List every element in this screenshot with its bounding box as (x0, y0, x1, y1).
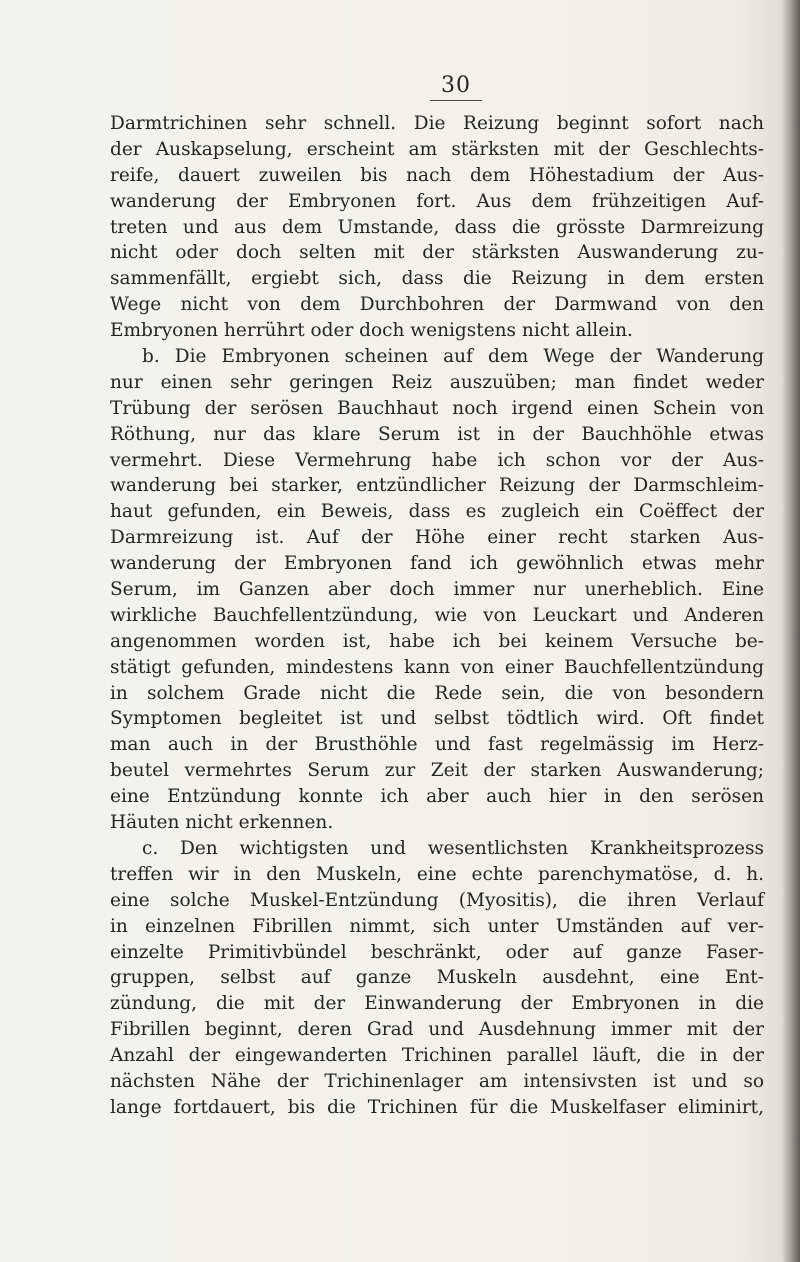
page-number: 30 (441, 73, 471, 98)
text-line: Anzahl der eingewanderten Trichinen parallel läuft, die in der (110, 1045, 764, 1067)
text-line: Darmtrichinen sehr schnell. Die Reizung beginnt sofort nach (110, 113, 764, 134)
text-line: gruppen, selbst auf ganze Muskeln ausdehnt, eine Ent- (110, 967, 764, 989)
text-line: nächsten Nähe der Trichinenlager am intensivsten ist und so (110, 1070, 764, 1092)
paragraph-b-start: b. Die Embryonen scheinen auf dem Wege der Wanderung (142, 346, 764, 368)
text-line: zündung, die mit der Einwanderung der Embryonen in die (110, 993, 764, 1015)
text-line: beutel vermehrtes Serum zur Zeit der starken Auswanderung; (110, 760, 764, 782)
text-line: Symptomen begleitet ist und selbst tödtlich wird. Oft findet (110, 708, 764, 730)
text-line: wanderung der Embryonen fort. Aus dem frühzeitigen Auf- (110, 190, 764, 212)
text-line: nur einen sehr geringen Reiz auszuüben; man findet weder (110, 371, 764, 393)
text-line: in einzelnen Fibrillen nimmt, sich unter Umständen auf ver- (110, 915, 764, 937)
text-line: nicht oder doch selten mit der stärksten Auswanderung zu- (110, 242, 764, 264)
text-line: Röthung, nur das klare Serum ist in der Bauchhöhle etwas (110, 423, 764, 445)
text-line: angenommen worden ist, habe ich bei keinem Versuche be- (110, 630, 764, 652)
text-line: stätigt gefunden, mindestens kann von einer Bauchfellentzündung (110, 656, 764, 678)
text-line: Darmreizung ist. Auf der Höhe einer recht starken Aus- (110, 527, 764, 549)
text-line: Embryonen herrührt oder doch wenigstens nicht allein. (110, 320, 633, 342)
text-line: man auch in der Brusthöhle und fast regelmässig im Herz- (110, 734, 764, 756)
text-line: wanderung der Embryonen fand ich gewöhnlich etwas mehr (110, 553, 764, 575)
text-line: Fibrillen beginnt, deren Grad und Ausdehnung immer mit der (110, 1019, 764, 1041)
text-line: einzelte Primitivbündel beschränkt, oder auf ganze Faser- (110, 941, 764, 963)
text-line: eine Entzündung konnte ich aber auch hier in den serösen (110, 786, 764, 808)
text-line: eine solche Muskel-Entzündung (Myositis), die ihren Verlauf (110, 889, 764, 911)
text-line: haut gefunden, ein Beweis, dass es zugleich ein Coëffect der (110, 501, 764, 523)
text-line: Serum, im Ganzen aber doch immer nur unerheblich. Eine (110, 579, 764, 601)
text-line: lange fortdauert, bis die Trichinen für die Muskelfaser eliminirt, (110, 1096, 764, 1118)
page-edge-shadow (782, 0, 800, 1262)
text-line: vermehrt. Diese Vermehrung habe ich schon vor der Aus- (110, 449, 764, 471)
text-line: wanderung bei starker, entzündlicher Reizung der Darmschleim- (110, 475, 764, 497)
text-line: sammenfällt, ergiebt sich, dass die Reizung in dem ersten (110, 268, 764, 290)
text-line: der Auskapselung, erscheint am stärksten mit der Geschlechts- (110, 138, 764, 160)
page-number-rule (430, 100, 482, 101)
body-text (110, 111, 764, 1121)
text-line: treten und aus dem Umstande, dass die grösste Darmreizung (110, 216, 764, 238)
text-line: reife, dauert zuweilen bis nach dem Höhestadium der Aus- (110, 164, 764, 186)
text-line: wirkliche Bauchfellentzündung, wie von Leuckart und Anderen (110, 604, 764, 626)
text-line: treffen wir in den Muskeln, eine echte parenchymatöse, d. h. (110, 863, 764, 885)
text-line: Trübung der serösen Bauchhaut noch irgend einen Schein von (110, 397, 764, 419)
text-line: Häuten nicht erkennen. (110, 812, 334, 834)
text-line: in solchem Grade nicht die Rede sein, die von besondern (110, 682, 764, 704)
text-line: Wege nicht von dem Durchbohren der Darmwand von den (110, 294, 764, 316)
paragraph-c-start: c. Den wichtigsten und wesentlichsten Krankheitsprozess (142, 837, 764, 859)
